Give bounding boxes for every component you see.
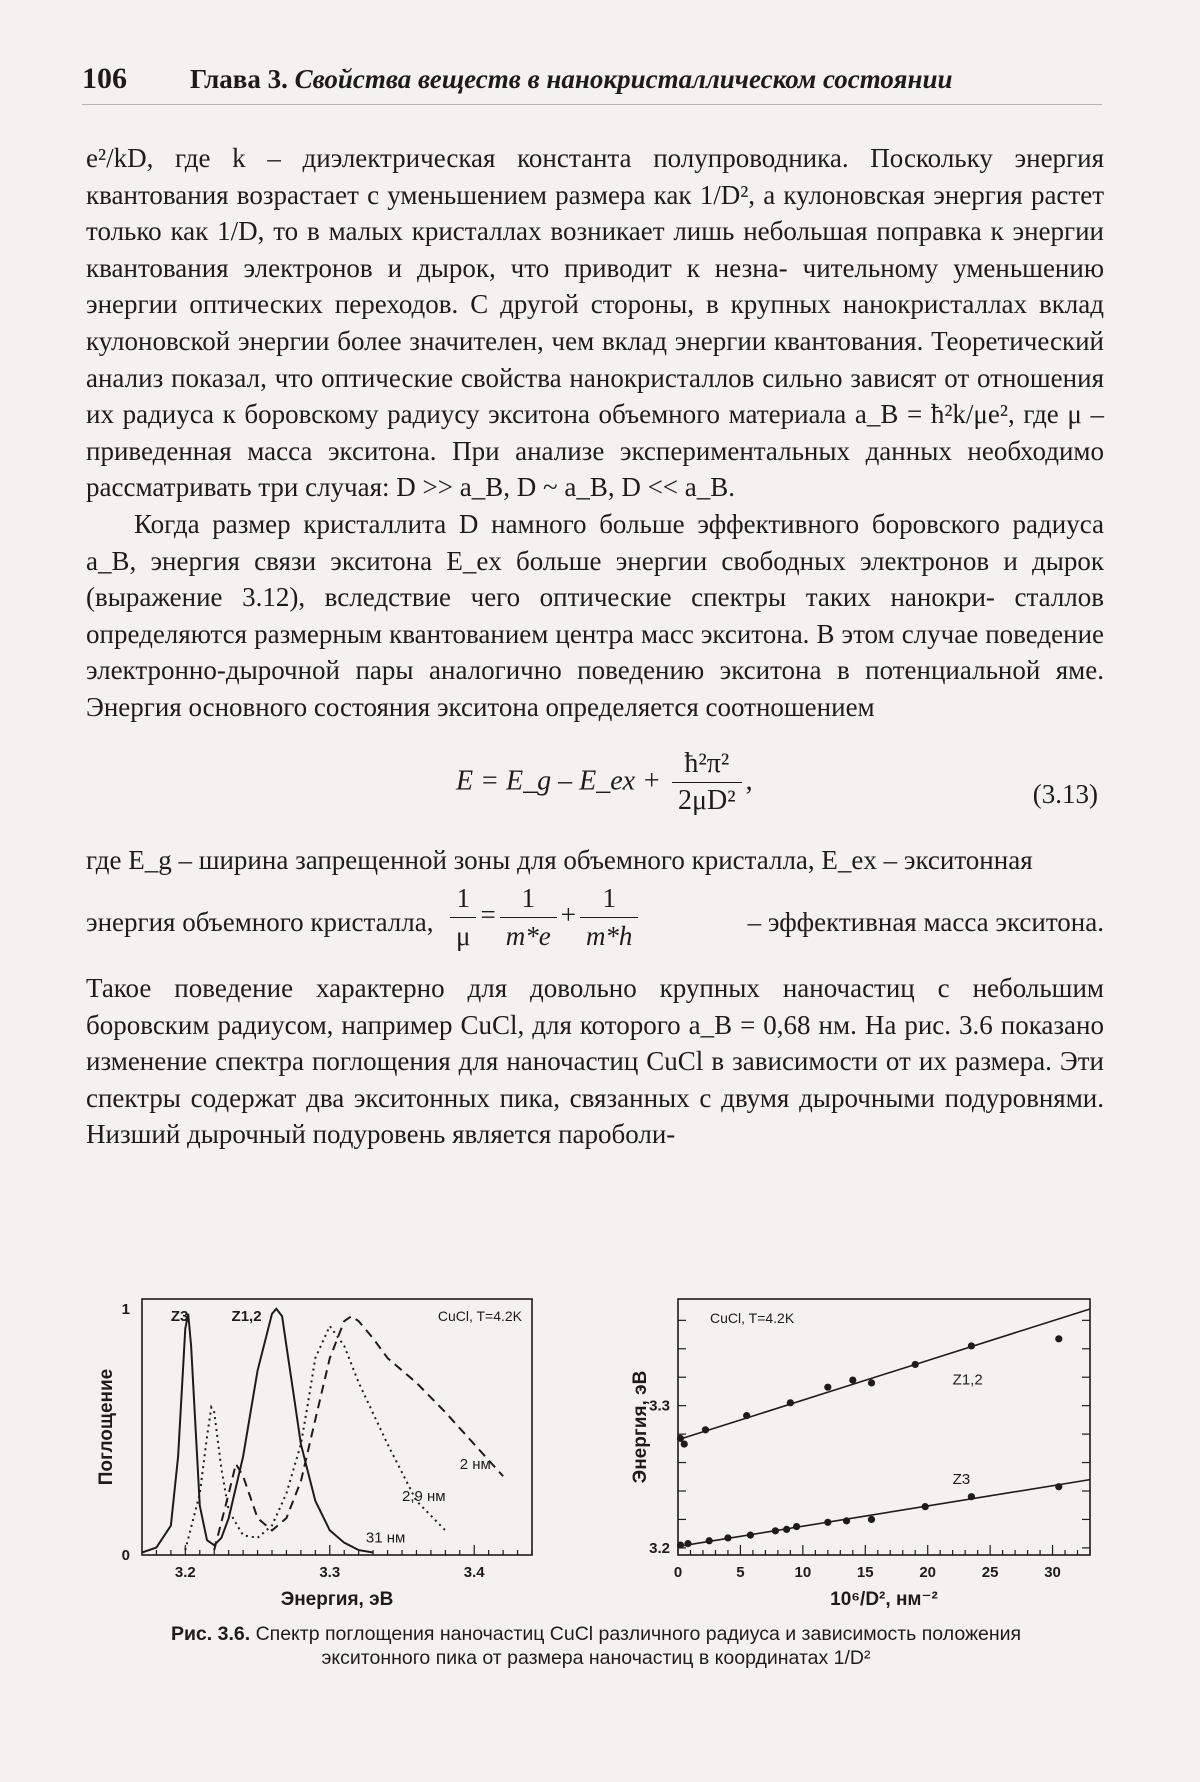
caption-label: Рис. 3.6. <box>170 1623 251 1645</box>
peak-label-z3: Z3 <box>170 1308 189 1325</box>
text-line: экситона. При анализе экспериментальных данных необходимо рассматривать <box>86 435 1104 503</box>
chapter-label: Глава 3. <box>190 64 288 94</box>
data-point <box>783 1526 790 1533</box>
text-line: дырочными подуровнями. Низший дырочный подуровень является пароболи- <box>86 1082 1104 1150</box>
text-line: где E_g – ширина запрещенной зоны для объемного кристалла, E_ex – экситонная <box>86 844 1033 875</box>
text-line: в потенциальной яме. Энергия основного состояния экситона определяется <box>86 655 1105 722</box>
chart-title: CuCl, T=4.2K <box>437 1308 522 1324</box>
text-line: растет только как 1/D, то в малых кристаллах возникает лишь небольшая <box>86 179 1104 247</box>
series-label: 2 нм <box>459 1455 491 1473</box>
x-tick-label: 5 <box>736 1564 745 1581</box>
chapter-title-text: Свойства веществ в нанокристаллическом состоянии <box>294 64 953 94</box>
text-line: в крупных нанокристаллах вклад кулоновской энергии более значителен, чем <box>86 289 1105 356</box>
data-point <box>706 1537 713 1544</box>
figure-svg <box>96 1285 1106 1615</box>
energy-vs-size-chart <box>630 1299 1090 1610</box>
text-line: поправка к энергии квантования электронов и дырок, что приводит к незна- <box>86 216 1105 283</box>
text-line: e²/kD, где k – диэлектрическая константа полупроводника. Поскольку энергия <box>86 143 1104 173</box>
fraction-me <box>500 880 557 954</box>
x-tick-label: 25 <box>981 1564 999 1581</box>
data-point <box>968 1493 975 1500</box>
data-point <box>747 1531 754 1538</box>
paragraph-2 <box>86 506 1104 726</box>
chart-title: CuCl, T=4.2K <box>710 1310 795 1326</box>
y-tick-label: 0 <box>121 1547 130 1564</box>
data-point <box>677 1541 684 1548</box>
text-line: Такое поведение характерно для довольно крупных наночастиц с небольшим <box>86 973 1104 1004</box>
data-point <box>868 1516 875 1523</box>
data-point <box>1055 1483 1062 1490</box>
page-header <box>82 58 1102 105</box>
body-text <box>86 140 1104 1153</box>
x-tick-label: 0 <box>673 1564 683 1581</box>
figure-3-6 <box>96 1285 1106 1615</box>
formula-lhs: E = E_g – E_ex + <box>456 765 661 797</box>
fraction-den: m*h <box>585 920 633 951</box>
data-point <box>702 1426 709 1433</box>
data-point <box>912 1361 919 1368</box>
text-line: Когда размер кристаллита D намного больше эффективного боровского <box>134 508 1000 539</box>
text-line: боровским радиусом, например CuCl, для которого a_B = 0,68 нм. На рис. 3.6 <box>86 1009 993 1040</box>
formula-number: (3.13) <box>1032 778 1098 809</box>
page-number: 106 <box>82 62 127 95</box>
formula-numerator: ħ²π² <box>672 746 742 784</box>
fit-line <box>678 1309 1090 1440</box>
x-tick-label: 30 <box>1044 1564 1061 1581</box>
text-line: три случая: D >> a_B, D ~ a_B, D << a_B. <box>258 472 736 503</box>
y-tick-label: 3.3 <box>649 1397 670 1415</box>
formula-fraction <box>672 746 742 820</box>
series-label: 2,9 нм <box>402 1487 446 1505</box>
text-line: – эффективная масса экситона. <box>747 907 1104 938</box>
fraction-num: 1 <box>450 880 476 918</box>
x-axis-label: Энергия, эВ <box>280 1589 394 1610</box>
data-point <box>1055 1335 1062 1342</box>
text-line: от их размера. Эти спектры содержат два экситонных пика, связанных с двумя <box>86 1046 1105 1113</box>
formula-denominator: 2μD² <box>677 785 736 817</box>
effective-mass-line <box>86 878 1104 970</box>
data-point <box>849 1376 856 1383</box>
x-tick-label: 15 <box>856 1564 874 1581</box>
text-line: и дырок (выражение 3.12), вследствие чего оптические спектры таких нанокри- <box>86 545 1104 613</box>
data-point <box>824 1384 831 1391</box>
x-tick-label: 20 <box>919 1564 937 1581</box>
y-axis-label: Энергия, эВ <box>630 1370 651 1484</box>
formula-3-13 <box>86 732 1104 838</box>
caption-line-2: экситонного пика от размера наночастиц в координатах 1/D² <box>321 1647 871 1669</box>
text-line: радиуса a_B, энергия связи экситона E_ex больше энергии свободных электронов <box>86 508 1104 576</box>
data-point <box>724 1534 731 1541</box>
data-point <box>772 1527 779 1534</box>
data-point <box>922 1503 929 1510</box>
fraction-den: m*e <box>505 920 551 951</box>
x-tick-label: 3.3 <box>319 1564 341 1581</box>
absorption-chart <box>96 1299 532 1610</box>
text-line: соотношением <box>705 691 875 722</box>
series-label: 31 нм <box>365 1529 406 1547</box>
series-line <box>185 1326 445 1550</box>
text-line: сталлов определяются размерным квантованием центра масс экситона. В этом <box>86 582 1105 649</box>
y-tick-label: 3.2 <box>649 1539 670 1557</box>
fraction-num: 1 <box>580 880 639 918</box>
fraction-num: 1 <box>500 880 557 918</box>
text-line: случае поведение электронно-дырочной пары аналогично поведению экситона <box>86 618 1105 686</box>
data-point <box>968 1342 975 1349</box>
data-point <box>824 1519 831 1526</box>
text-line: показано изменение спектра поглощения для наночастиц CuCl в зависимости <box>86 1009 1104 1077</box>
chapter-title <box>190 64 953 95</box>
paragraph-3 <box>86 842 1104 879</box>
formula-expression: E = E_g – E_ex + $\frac{\text{ħ²π²}}{\text{2μD²}}$ , <box>456 746 753 820</box>
data-point <box>793 1523 800 1530</box>
caption-line-1: Спектр поглощения наночастиц CuCl различного радиуса и зависимость положения <box>255 1623 1022 1645</box>
series-label: Z1,2 <box>952 1371 983 1389</box>
series-line <box>142 1309 373 1553</box>
plot-frame <box>678 1299 1090 1555</box>
text-line: радиусу экситона объемного материала a_B = ħ²k/μe², где μ – приведенная масса <box>86 399 1105 466</box>
fraction-mu <box>450 880 476 954</box>
data-point <box>743 1412 750 1419</box>
figure-caption <box>96 1622 1096 1670</box>
text-line: свойства нанокристаллов сильно зависят от отношения их радиуса к боровскому <box>86 362 1104 430</box>
fit-line <box>678 1480 1090 1547</box>
text-line: квантования возрастает с уменьшением размера как 1/D², а кулоновская энергия <box>86 179 1023 210</box>
text-line: вклад энергии квантования. Теоретический анализ показал, что оптические <box>86 325 1104 393</box>
peak-label-z12: Z1,2 <box>231 1308 262 1325</box>
y-axis-label: Поглощение <box>96 1368 117 1486</box>
data-point <box>843 1517 850 1524</box>
data-point <box>787 1399 794 1406</box>
x-tick-label: 3.4 <box>463 1564 485 1581</box>
series-line <box>214 1316 503 1550</box>
series-label: Z3 <box>952 1470 971 1488</box>
text-line: энергия объемного кристалла, <box>86 907 434 938</box>
x-axis-label: 10⁶/D², нм⁻² <box>830 1589 938 1610</box>
fraction-mh <box>580 880 639 954</box>
data-point <box>684 1540 691 1547</box>
text-line: чительному уменьшению энергии оптических переходов. С другой стороны, <box>86 252 1105 320</box>
data-point <box>868 1379 875 1386</box>
fraction-den: μ <box>456 920 471 951</box>
data-point <box>681 1440 688 1447</box>
y-tick-label: 1 <box>121 1300 130 1318</box>
paragraph-4 <box>86 970 1104 1153</box>
paragraph-1 <box>86 140 1104 506</box>
x-tick-label: 10 <box>794 1564 812 1581</box>
mass-formula: $\frac{1}{\mu}$ = $\frac{1}{m*e}$ + $\frac{1}{m*h}$ <box>446 880 642 954</box>
x-tick-label: 3.2 <box>174 1564 196 1581</box>
